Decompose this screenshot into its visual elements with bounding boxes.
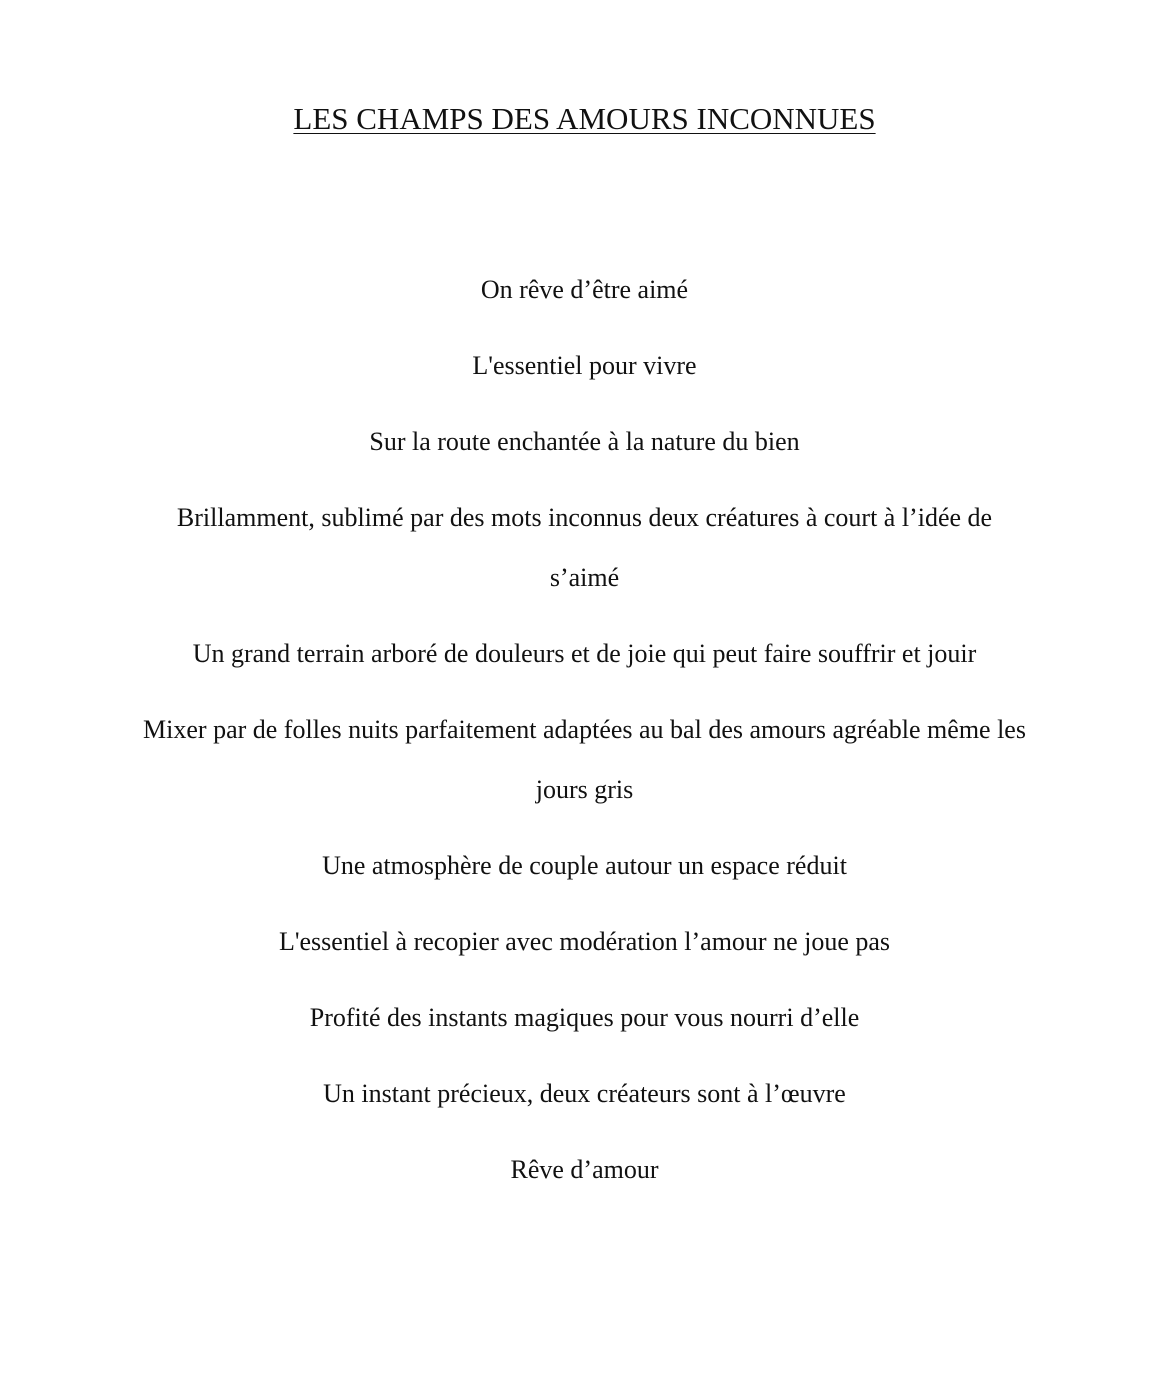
- verse-line: Mixer par de folles nuits parfaitement adaptées au bal des amours agréable même les: [143, 715, 1026, 744]
- verse-line: L'essentiel pour vivre: [472, 351, 697, 380]
- verse: [60, 836, 1109, 896]
- verse: [60, 260, 1109, 320]
- poem-body: [60, 260, 1109, 1216]
- verse-line: Un grand terrain arboré de douleurs et de joie qui peut faire souffrir et jouir: [192, 639, 977, 668]
- verse: [60, 1064, 1109, 1124]
- verse-line: Un instant précieux, deux créateurs sont à l’œuvre: [323, 1079, 846, 1108]
- verse: [60, 988, 1109, 1048]
- verse-line: Brillamment, sublimé par des mots inconnus deux créatures à court à l’idée de: [176, 503, 993, 532]
- verse: [60, 624, 1109, 684]
- verse-line: Une atmosphère de couple autour un espace réduit: [322, 851, 847, 880]
- verse-line: L'essentiel à recopier avec modération l’amour ne joue pas: [278, 927, 891, 956]
- verse: [60, 412, 1109, 472]
- verse-line: Sur la route enchantée à la nature du bien: [369, 427, 800, 456]
- verse-line: On rêve d’être aimé: [480, 275, 689, 304]
- verse: [60, 488, 1109, 608]
- verse-line: Rêve d’amour: [510, 1155, 659, 1184]
- verse-line: s’aimé: [549, 563, 620, 592]
- verse-line: jours gris: [535, 775, 634, 804]
- verse-line: Profité des instants magiques pour vous nourri d’elle: [309, 1003, 860, 1032]
- verse: [60, 336, 1109, 396]
- verse: [60, 700, 1109, 820]
- verse: [60, 912, 1109, 972]
- document-title: LES CHAMPS DES AMOURS INCONNUES: [293, 101, 876, 136]
- verse: [60, 1140, 1109, 1200]
